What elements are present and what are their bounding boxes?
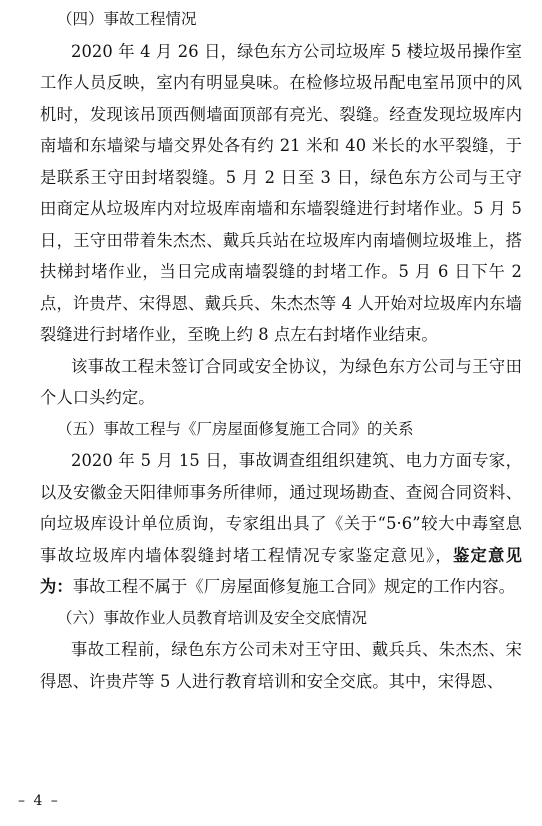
section-5-paragraph-1	[40, 445, 522, 603]
section-4-paragraph-1: 2020 年 4 月 26 日，绿色东方公司垃圾库 5 楼垃圾吊操作室工作人员反映，室内有明显臭味。在检修垃圾吊配电室吊顶中的风机时，发现该吊顶西侧墙面顶部有亮光、裂缝。经查发现垃圾库内南墙和东墙梁与墙交界处各有约 21 米和 40 米长的水平裂缝，于是联系王守田封堵裂缝。5 月 2 日至 3 日，绿色东方公司与王守田商定从垃圾库内对垃圾库南墙和东墙裂缝进行封堵作业。5 月 5 日，王守田带着朱杰杰、戴兵兵站在垃圾库内南墙侧垃圾堆上，搭扶梯封堵作业，当日完成南墙裂缝的封堵工作。5 月 6 日下午 2 点，许贵芹、宋得恩、戴兵兵、朱杰杰等 4 人开始对垃圾库内东墙裂缝进行封堵作业，至晚上约 8 点左右封堵作业结束。	[40, 41, 522, 344]
section-5-paragraph-lead: 2020 年 5 月 15 日，事故调查组组织建筑、电力方面专家，以及安徽金天阳律师事务所律师，通过现场勘查、查阅合同资料、向垃圾库设计单位质询，专家组出具了《关于“5·6”较大中毒窒息事故垃圾库内墙体裂缝封堵工程情况专家鉴定意见》，	[40, 451, 522, 565]
expert-opinion-label: 鉴定意见为：	[40, 545, 522, 596]
section-4-paragraph-2: 该事故工程未签订合同或安全协议，为绿色东方公司与王守田个人口头约定。	[40, 356, 522, 407]
section-heading-4: （四）事故工程情况	[57, 10, 197, 28]
section-6-paragraph-1: 事故工程前，绿色东方公司未对王守田、戴兵兵、朱杰杰、宋得恩、许贵芹等 5 人进行教育培训和安全交底。其中，宋得恩、	[40, 640, 522, 691]
document-body	[40, 4, 522, 697]
page-number: – 4 –	[18, 793, 60, 809]
section-5-paragraph-tail: 事故工程不属于《厂房屋面修复施工合同》规定的工作内容。	[72, 577, 516, 596]
section-heading-5: （五）事故工程与《厂房屋面修复施工合同》的关系	[57, 419, 414, 438]
section-heading-6: （六）事故作业人员教育培训及安全交底情况	[57, 608, 368, 627]
